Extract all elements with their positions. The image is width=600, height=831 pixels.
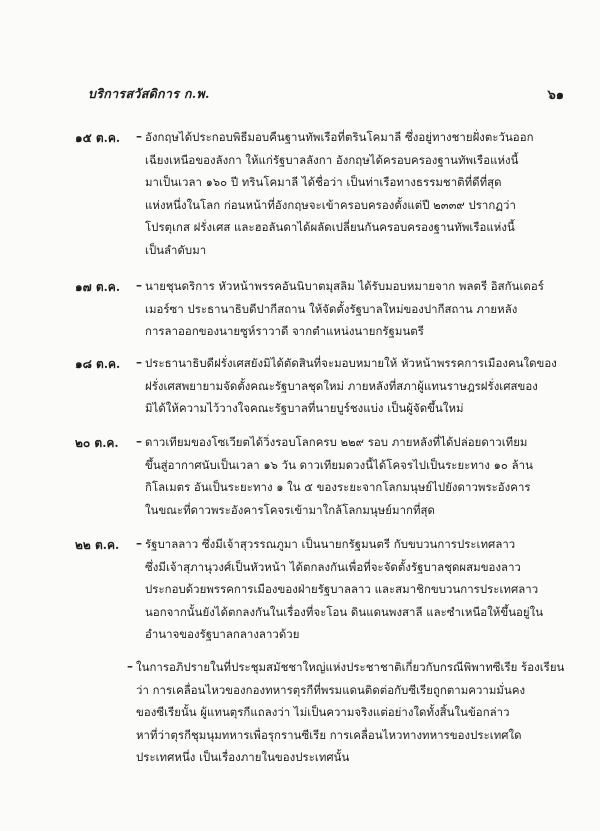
entry-dash: –: [136, 434, 142, 448]
entry-text: [145, 434, 575, 524]
entry-text: [145, 129, 575, 264]
text-line: มิได้ให้ความไว้วางใจคณะรัฐบาลที่นายบูร์ชงแบ่ง เป็นผู้จัดขึ้นใหม่: [145, 401, 464, 415]
entry-text: [145, 278, 575, 346]
entry-dash: –: [136, 278, 142, 292]
entry-dash: –: [127, 659, 133, 673]
text-line: โปรตุเกส ฝรั่งเศส และฮอลันดาได้ผลัดเปลี่ยนกันครอบครองฐานทัพเรือแห่งนี้: [145, 220, 515, 234]
text-line: นอกจากนั้นยังได้ตกลงกันในเรื่องที่จะโอน ดินแดนพงสาลี และซำเหนือให้ขึ้นอยู่ใน: [145, 604, 544, 619]
entry-dash: –: [136, 129, 142, 143]
entry-date: ๑๗ ต.ค.: [75, 280, 120, 294]
text-line: นายชุนดริการ หัวหน้าพรรคอันนิบาตมุสลิม ได้รับมอบหมายจาก พลตรี อิสกันเดอร์: [145, 279, 544, 293]
entry-date: ๒๐ ต.ค.: [75, 436, 119, 450]
text-line: เฉียงเหนือของลังกา ให้แก่รัฐบาลลังกา อังกฤษได้ครอบครองฐานทัพเรือแห่งนี้: [145, 152, 519, 167]
entry-date: ๑๕ ต.ค.: [75, 131, 121, 145]
entry-text: [145, 536, 575, 649]
text-line: ประเทศหนึ่ง เป็นเรื่องภายในของประเทศนั้น: [136, 750, 350, 764]
page-header: [88, 84, 564, 104]
text-line: ในขณะที่ดาวพระอังคารโคจรเข้ามาใกล้โลกมนุษย์มากที่สุด: [145, 502, 435, 517]
text-line: เมอร์ซา ประธานาธิบดีปากีสถาน ให้จัดตั้งรัฐบาลใหม่ของปากีสถาน ภายหลัง: [145, 301, 518, 316]
entry-text: [136, 659, 576, 772]
text-line: ซึ่งมีเจ้าสุภานุวงศ์เป็นหัวหน้า ได้ตกลงกันเพื่อที่จะจัดตั้งรัฐบาลชุดผสมของลาว: [145, 559, 521, 574]
text-line: ในการอภิปรายในที่ประชุมสมัชชาใหญ่แห่งประชาชาติเกี่ยวกับกรณีพิพาทซีเรีย ร้องเรียน: [136, 660, 565, 674]
text-line: กิโลเมตร อันเป็นระยะทาง ๑ ใน ๕ ของระยะจากโลกมนุษย์ไปยังดาวพระอังคาร: [145, 480, 531, 494]
text-line: ประธานาธิบดีฝรั่งเศสยังมิได้ตัดสินที่จะมอบหมายให้ หัวหน้าพรรคการเมืองคนใดของ: [145, 356, 557, 370]
text-line: รัฐบาลลาว ซึ่งมีเจ้าสุวรรณภูมา เป็นนายกรัฐมนตรี กับขบวนการประเทศลาว: [145, 537, 516, 551]
text-line: ประกอบด้วยพรรคการเมืองของฝ่ายรัฐบาลลาว และสมาชิกขบวนการประเทศลาว: [145, 582, 539, 596]
text-line: ดาวเทียมของโซเวียตได้วิ่งรอบโลกครบ ๒๒๙ รอบ ภายหลังที่ได้ปล่อยดาวเทียม: [145, 435, 528, 449]
text-line: มาเป็นเวลา ๑๖๐ ปี ทรินโคมาลี ได้ชื่อว่า เป็นท่าเรือทางธรรมชาติที่ดีที่สุด: [145, 175, 502, 189]
entry-dash: –: [136, 355, 142, 369]
text-line: ว่า การเคลื่อนไหวของกองทหารตุรกีที่พรมแดนติดต่อกับซีเรียถูกตามความมั่นคง: [136, 682, 526, 697]
text-line: ฝรั่งเศสพยายามจัดตั้งคณะรัฐบาลชุดใหม่ ภายหลังที่สภาผู้แทนราษฎรฝรั่งเศสของ: [145, 378, 538, 393]
entry-date: ๒๒ ต.ค.: [75, 538, 120, 552]
text-line: ขึ้นสู่อากาศนับเป็นเวลา ๑๖ วัน ดาวเทียมดวงนี้ได้โคจรไปเป็นระยะทาง ๑๐ ล้าน: [145, 457, 533, 472]
entry-text: [145, 355, 575, 423]
text-line: อังกฤษได้ประกอบพิธีมอบคืนฐานทัพเรือที่ตรินโคมาลี ซึ่งอยู่ทางชายฝั่งตะวันออก: [145, 130, 534, 144]
text-line: แห่งหนึ่งในโลก ก่อนหน้าที่อังกฤษจะเข้าครอบครองตั้งแต่ปี ๒๓๓๙ ปรากฏว่า: [145, 197, 516, 212]
page-number: ๖๑: [547, 88, 564, 103]
text-line: การลาออกของนายซูห์ราวาดี จากตำแหน่งนายกรัฐมนตรี: [145, 324, 424, 338]
entry-dash: –: [136, 536, 142, 550]
text-line: ของซีเรียนั้น ผู้แทนตุรกีแถลงว่า ไม่เป็นความจริงแต่อย่างใดทั้งสิ้นในข้อกล่าว: [136, 705, 510, 719]
text-line: อำนาจของรัฐบาลกลางลาวด้วย: [145, 627, 300, 641]
text-line: เป็นลำดับมา: [145, 242, 207, 257]
text-line: หาที่ว่าตุรกีชุมนุมทหารเพื่อรุกรานซีเรีย การเคลื่อนไหวทางทหารของประเทศใด: [136, 727, 522, 742]
entry-date: ๑๘ ต.ค.: [75, 357, 121, 371]
running-header-title: บริการสวัสดิการ ก.พ.: [88, 86, 210, 101]
chronology-sub-entry: [127, 659, 576, 772]
